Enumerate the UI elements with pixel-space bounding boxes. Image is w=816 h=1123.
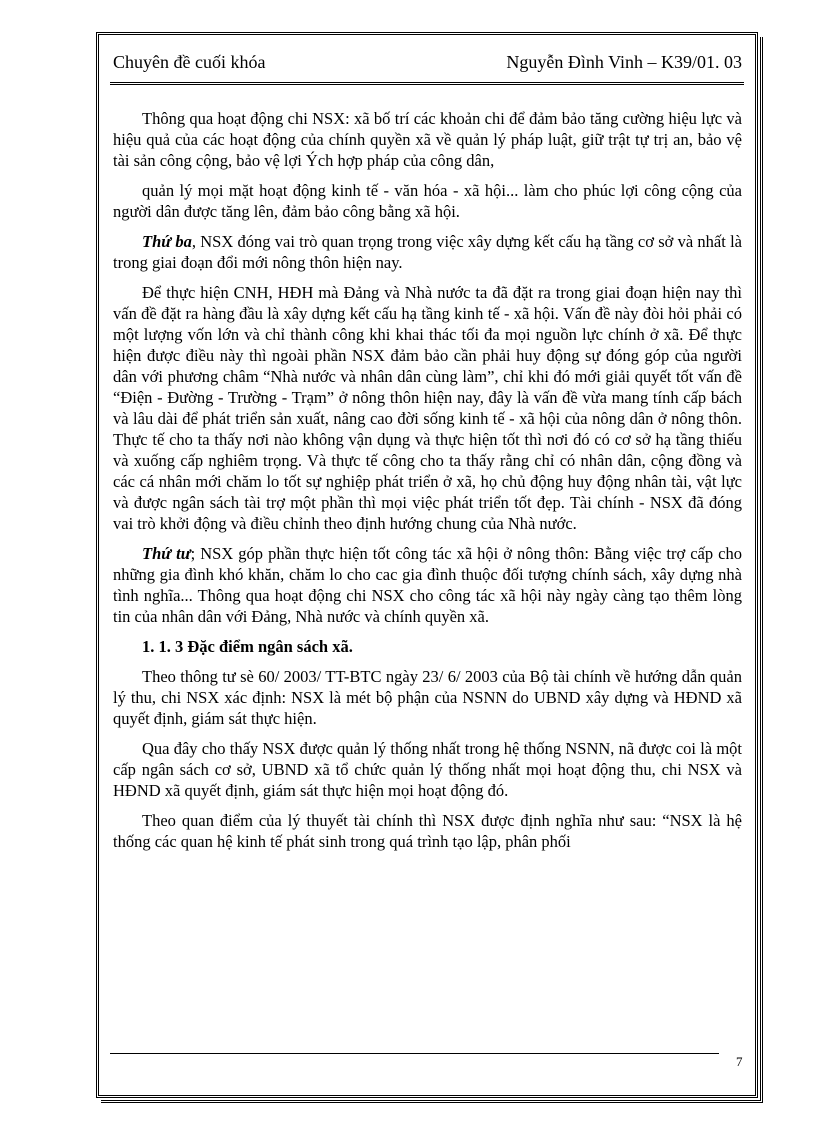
paragraph-3-lead: Thứ ba: [142, 232, 192, 251]
header-rule: [110, 82, 744, 85]
paragraph-8: Theo quan điểm của lý thuyết tài chính thì NSX được định nghĩa như sau: “NSX là hệ thống các quan hệ kinh tế phát sinh trong quá trình tạo lập, phân phối: [113, 811, 742, 851]
footer-rule: [110, 1053, 719, 1054]
paragraph-7: Qua đây cho thấy NSX được quản lý thống nhất trong hệ thống NSNN, nã được coi là một cấp ngân sách cơ sở, UBND xã tổ chức quản lý thống nhất mọi hoạt động thu, chi NSX và HĐND xã quyết định, giám sát thực hiện mọi hoạt động đó.: [113, 739, 742, 800]
paragraph-2: quản lý mọi mặt hoạt động kinh tế - văn hóa - xã hội... làm cho phúc lợi công cộng của người dân được tăng lên, đảm bảo công bằng xã hội.: [113, 181, 742, 221]
paragraph-1: Thông qua hoạt động chi NSX: xã bố trí các khoản chi để đảm bảo tăng cường hiệu lực và hiệu quả của các hoạt động của chính quyền xã về quản lý pháp luật, giữ trật tự trị an, bảo vệ tài sản công cộng, bảo vệ lợi Ých hợp pháp của công dân,: [113, 109, 742, 170]
paragraph-6: Theo thông tư sè 60/ 2003/ TT-BTC ngày 23/ 6/ 2003 của Bộ tài chính về hướng dẫn quản lý thu, chi NSX xác định: NSX là mét bộ phận của NSNN do UBND xây dựng và HĐND xã quyết định, giám sát thực hiện.: [113, 667, 742, 728]
paragraph-5-text: ; NSX góp phần thực hiện tốt công tác xã hội ở nông thôn: Bằng việc trợ cấp cho những gia đình khó khăn, chăm lo cho cac gia đình thuộc đối tượng chính sách, xây dựng nhà tình nghĩa... Thông qua hoạt động chi NSX cho công tác xã hội này ngày càng tạo thêm lòng tin của nhân dân với Đảng, Nhà nước và chính quyền xã.: [113, 544, 742, 626]
paragraph-5-lead: Thứ tư: [142, 544, 191, 563]
header-left-title: Chuyên đề cuối khóa: [113, 52, 266, 72]
paragraph-3: [113, 231, 742, 273]
header-right-author: Nguyễn Đình Vinh – K39/01. 03: [506, 52, 742, 72]
document-body: [113, 108, 742, 861]
page-number: 7: [736, 1054, 743, 1069]
section-heading: 1. 1. 3 Đặc điểm ngân sách xã.: [142, 637, 353, 656]
page-header: [113, 52, 742, 73]
paragraph-3-text: , NSX đóng vai trò quan trọng trong việc xây dựng kết cấu hạ tầng cơ sở và nhất là trong giai đoạn đổi mới nông thôn hiện nay.: [113, 232, 742, 272]
paragraph-5: [113, 543, 742, 627]
paragraph-4: Để thực hiện CNH, HĐH mà Đảng và Nhà nước ta đã đặt ra trong giai đoạn hiện nay thì vấn đề đặt ra hàng đầu là xây dựng kết cấu hạ tầng kinh tế - xã hội. Vấn đề này đòi hỏi phải có một lượng vốn lớn và chỉ thành công khi khai thác tối đa mọi nguồn lực chính ở xã. Để thực hiện được điều này thì ngoài phần NSX đảm bảo cần phải huy động sự đóng góp của người dân với phương châm “Nhà nước và nhân dân cùng làm”, chỉ khi đó mới giải quyết tốt vấn đề “Điện - Đường - Trường - Trạm” ở nông thôn hiện nay, đây là vấn đề vừa mang tính cấp bách và lâu dài để phát triển sản xuất, nâng cao đời sống kinh tế - xã hội của nông dân ở nông thôn. Thực tế cho ta thấy nơi nào không vận dụng và thực hiện tốt thì nơi đó có cơ sở hạ tầng thiếu và xuống cấp nghiêm trọng. Và thực tế công cho ta thấy rằng chỉ có nhân dân, cộng đồng và các cá nhân mới chăm lo tốt sự nghiệp phát triển ở xã, họ chủ động huy động nhân tài, vật lực và được ngân sách tài trợ một phần thì mọi việc phát triển tốt đẹp. Tài chính - NSX đã đóng vai trò khởi động và điều chỉnh theo định hướng chung của Nhà nước.: [113, 283, 742, 533]
